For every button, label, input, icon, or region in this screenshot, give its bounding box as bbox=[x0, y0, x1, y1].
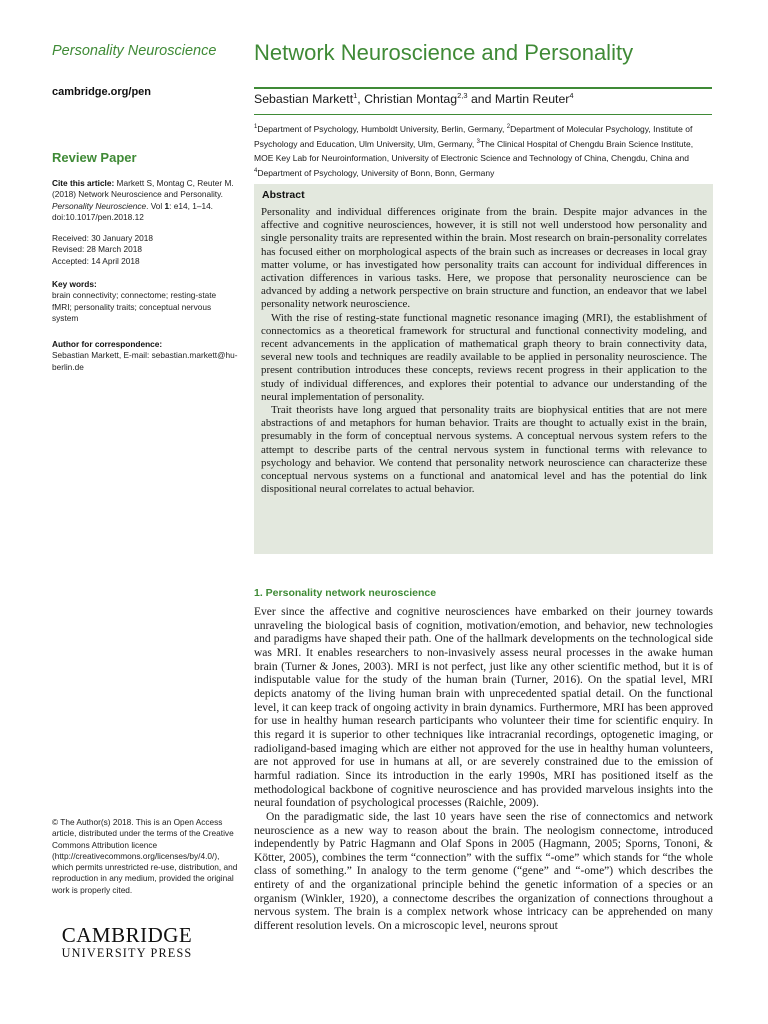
keywords-text: brain connectivity; connectome; resting-state fMRI; personality traits; conceptual nervous system bbox=[52, 290, 217, 323]
affiliation-text: Department of Psychology, University of Bonn, Bonn, Germany bbox=[257, 168, 495, 179]
affiliation-mark: 3 bbox=[476, 139, 480, 146]
publisher-name-line2: UNIVERSITY PRESS bbox=[61, 946, 193, 960]
affiliation-mark: 1 bbox=[254, 124, 258, 130]
author-name: Christian Montag bbox=[364, 92, 458, 107]
cite-doi[interactable]: : e14, 1–14. doi:10.1017/pen.2018.12 bbox=[52, 200, 213, 222]
cite-tail: . Vol bbox=[146, 200, 165, 211]
title-divider bbox=[254, 87, 712, 89]
citation-block bbox=[52, 178, 238, 223]
affiliation-text: Department of Molecular Psychology, Institute of Psychology and Education, Ulm University, Ulm, Germany, bbox=[254, 123, 693, 150]
author-separator: and bbox=[467, 92, 495, 107]
correspondence-label: Author for correspondence: bbox=[52, 339, 163, 349]
affiliations bbox=[254, 121, 714, 181]
cite-text: Markett S, Montag C, Reuter M. (2018) Network Neuroscience and Personality. bbox=[52, 178, 234, 200]
affiliation-mark: 4 bbox=[254, 168, 258, 175]
body-paragraph: On the paradigmatic side, the last 10 years have seen the rise of connectomics and network neuroscience as a new way to reason about the brain. The neologism connectome, introduced independently by Patric Hagmann and Olaf Spons in 2005 (Hagmann, 2005; Sporns, Tononi, & Kötter, 2005), combines the term “connection” with the suffix “-ome” which stands for “the whole class of something.” In analogy to the term genome (“gene” and “-ome”) which describes the entirety of and the organizational principle behind the genetic information of a species or an organism (Winkler, 1920), a connectome describes the organization of connections throughout a nervous system. The brain is a complex network whose intricacy can be apprehended on many different resolution levels. On a microscopic level, neurons sprout bbox=[254, 810, 713, 933]
abstract-paragraph: With the rise of resting-state functional magnetic resonance imaging (MRI), the establishment of connectomics as a theoretical framework for structural and functional connectivity modeling, and recent advancements in the application of mathematical graph theory to brain connectivity data, several new tools and techniques are readily available to be applied in personality neuroscience. The present contribution introduces these concepts, reviews recent progress in their application to the study of individual differences, and explores their potential to advance our understanding of the neural implementation of personality. bbox=[261, 311, 707, 403]
affiliation-mark: 2 bbox=[506, 124, 511, 130]
article-type-label: Review Paper bbox=[52, 150, 137, 165]
author-separator: , bbox=[357, 92, 365, 107]
cite-label: Cite this article: bbox=[52, 178, 115, 188]
author-affiliation-mark: 2,3 bbox=[457, 91, 468, 100]
cite-volume: 1 bbox=[164, 200, 170, 211]
affiliation-text: The Clinical Hospital of Chengdu Brain Science Institute, MOE Key Lab for Neuroinformation, University of Electronic Science and Technology of China, Chengdu, China and bbox=[254, 139, 694, 163]
section-body bbox=[254, 606, 713, 934]
journal-url[interactable]: cambridge.org/pen bbox=[52, 86, 152, 98]
received-date: Received: 30 January 2018 bbox=[52, 233, 154, 243]
body-paragraph: Ever since the affective and cognitive neurosciences have embarked on their journey towards unraveling the biological basis of cognition, motivation/emotion, and behavior, new technologies and paradigms have shaped their path. One of the hallmark developments on the technological side was MRI. It enables researchers to non-invasively assess neural processes in the awake human brain (Turner & Jones, 2003). MRI is not perfect, just like any other scientific method, but it is of indisputable value for the study of the human brain (Turner, 2016). On the spatial level, MRI depicts anatomy of the living human brain with unprecedented spatial detail. On the functional level, it can keep track of ongoing activity in brain dynamics. Furthermore, MRI has been approved for use in healthy human research participants who volunteer their time for scientific enquiry. In this regard it is superior to other techniques like intracranial recordings, optogenetic imaging, or radioligand-based imaging which are either not approved for the use in healthy human volunteers, are not approved for use in humans at all, or are severely constrained due to the emission of harmful radiation. Since its introduction in the early 1990s, MRI has positioned itself as the methodological backbone of cognitive neuroscience and has provided marvelous insights into the neural foundation of psychological processes (Raichle, 2009). bbox=[254, 606, 713, 810]
abstract-box bbox=[254, 184, 713, 554]
abstract-paragraph: Trait theorists have long argued that personality traits are biophysical entities that are not mere abstractions of and metaphors for human behavior. Traits are thought to actually exist in the brain, presumably in the form of conceptual nervous systems. A conceptual nervous system refers to the attempt to describe parts of the central nervous system in functional terms with relevance to psychology and behavior. We contend that personality network neuroscience can characterize these conceptual nervous systems on a functional and anatomical level and has the potential do link dispositional neural correlates to actual behavior. bbox=[261, 404, 707, 496]
keywords-label: Key words: bbox=[52, 279, 97, 289]
author-list bbox=[254, 91, 574, 106]
section-heading: 1. Personality network neuroscience bbox=[254, 587, 437, 599]
journal-name: Personality Neuroscience bbox=[52, 43, 217, 59]
affiliation-text: Department of Psychology, Humboldt University, Berlin, Germany, bbox=[257, 123, 507, 134]
author-affiliation-mark: 1 bbox=[353, 91, 358, 100]
license-notice: © The Author(s) 2018. This is an Open Access article, distributed under the terms of the Creative Commons Attribution licence (http://creativecommons.org/licenses/by/4.0/), which permits unrestricted re-use, distribution, and reproduction in any medium, provided the original work is properly cited. bbox=[52, 817, 238, 895]
publisher-name-line1: CAMBRIDGE bbox=[61, 923, 193, 947]
author-affiliation-mark: 4 bbox=[569, 91, 574, 100]
author-name: Sebastian Markett bbox=[254, 92, 354, 107]
dates-block bbox=[52, 233, 238, 267]
author-divider bbox=[254, 114, 712, 115]
paper-title: Network Neuroscience and Personality bbox=[254, 40, 634, 65]
abstract-body bbox=[261, 206, 707, 496]
keywords-block bbox=[52, 279, 238, 324]
abstract-heading: Abstract bbox=[262, 189, 305, 201]
revised-date: Revised: 28 March 2018 bbox=[52, 244, 142, 255]
correspondence-text[interactable]: Sebastian Markett, E-mail: sebastian.markett@hu-berlin.de bbox=[52, 350, 238, 372]
author-name: Martin Reuter bbox=[494, 92, 570, 107]
accepted-date: Accepted: 14 April 2018 bbox=[52, 255, 140, 266]
correspondence-block bbox=[52, 339, 238, 373]
abstract-paragraph: Personality and individual differences originate from the brain. Despite major advances in the affective and cognitive neurosciences, however, it is still not well understood how personality and single personality traits are represented within the brain. Most research on brain-personality correlates has focused either on morphological aspects of the brain such as increases or decreases in local gray matter volume, or has investigated how personality traits can account for individual differences in activation differences in various tasks. Here, we propose that personality neuroscience can be advanced by adding a network perspective on brain structure and function, an endeavor that we label personality network neuroscience. bbox=[261, 206, 707, 311]
cite-journal: Personality Neuroscience bbox=[52, 200, 147, 211]
cambridge-logo bbox=[52, 924, 202, 960]
